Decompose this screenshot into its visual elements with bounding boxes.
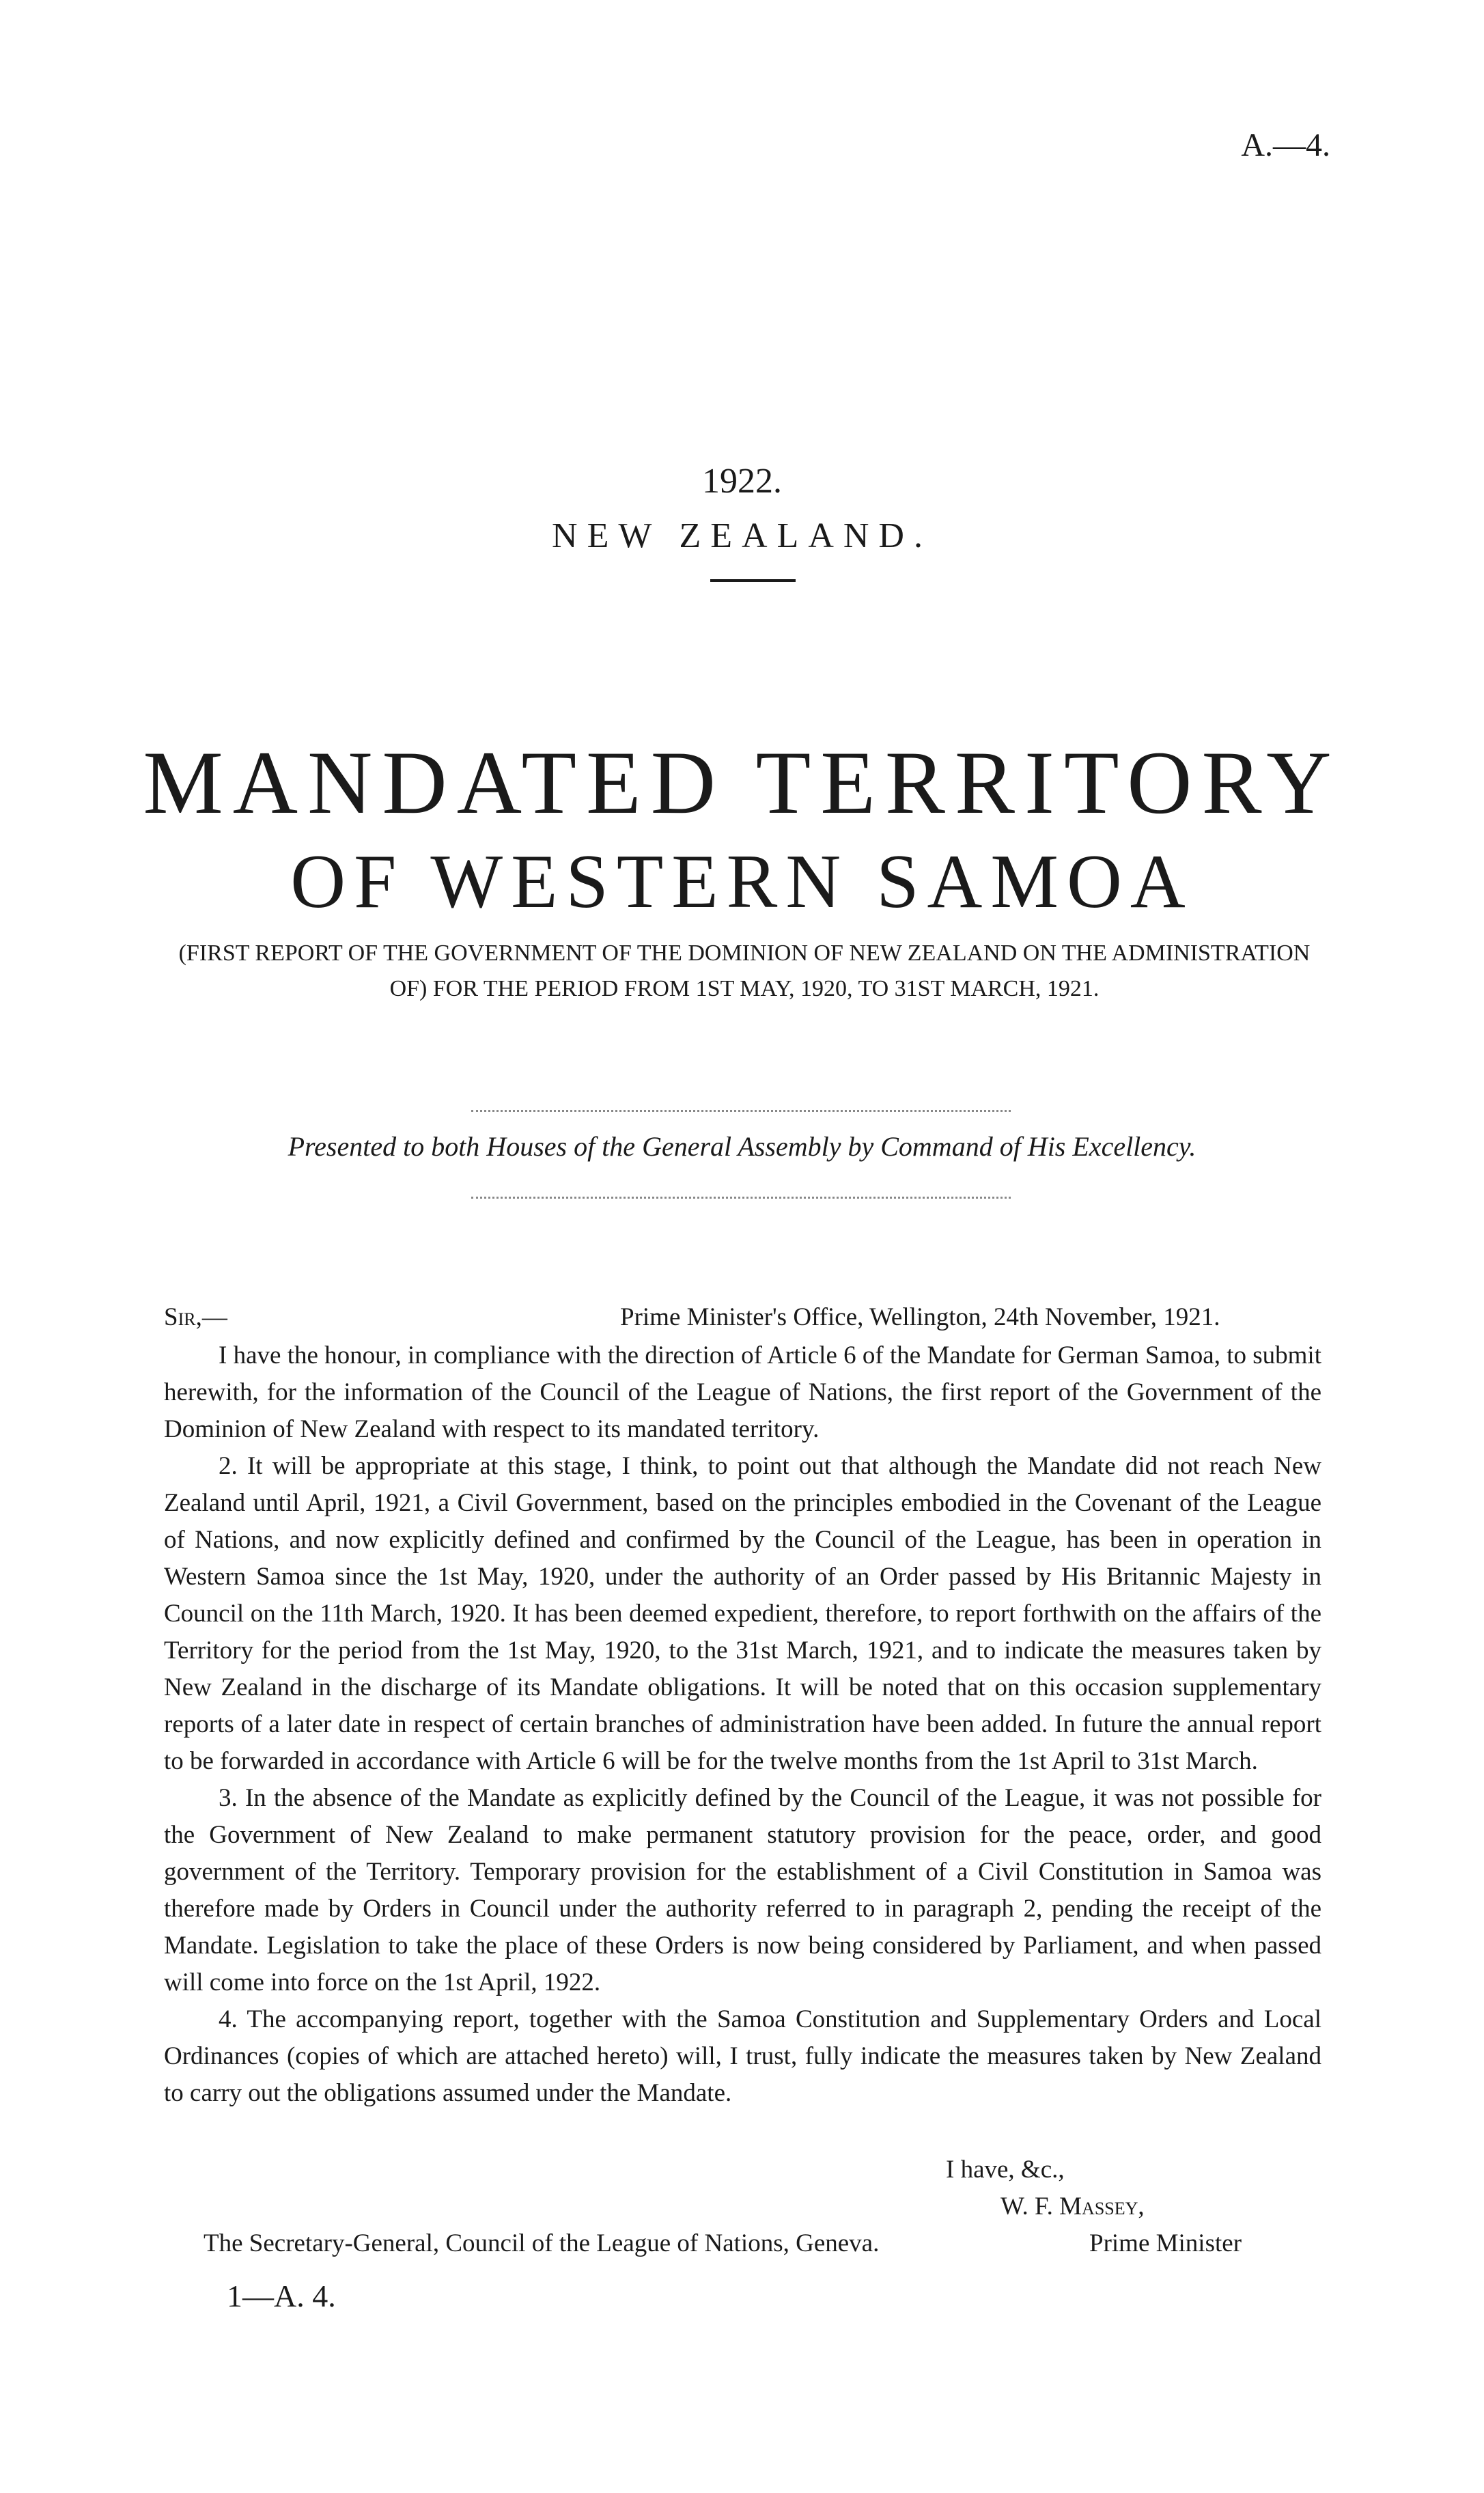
page-number: 1—A. 4.: [227, 2279, 336, 2313]
letter-closing: I have, &c.,: [946, 2156, 1065, 2184]
dotted-rule-bottom: [471, 1197, 1011, 1199]
dotted-rule-top: [471, 1110, 1011, 1112]
heading-rule: [710, 579, 796, 582]
year-heading: 1922.: [702, 462, 782, 501]
country-heading: NEW ZEALAND.: [552, 516, 932, 555]
letter-paragraph-1: I have the honour, in compliance with the direction of Article 6 of the Mandate for German Samoa, to submit herewith, for the information of the Council of the League of Nations, the first report of the Government of the Dominion of New Zealand with respect to its mandated territory.: [164, 1341, 1321, 1443]
signatory-position: Prime Minister: [1089, 2229, 1242, 2257]
letter-place-date: Prime Minister's Office, Wellington, 24th November, 1921.: [620, 1303, 1220, 1331]
letter-signatory: W. F. Massey,: [1000, 2192, 1145, 2220]
main-title-line-1: MANDATED TERRITORY: [143, 732, 1341, 833]
letter-salutation: Sir,—: [164, 1303, 227, 1331]
report-subtitle: (FIRST REPORT OF THE GOVERNMENT OF THE DOMINION OF NEW ZEALAND ON THE ADMINISTRATION OF) FOR THE PERIOD FROM 1ST MAY, 1920, TO 31ST MARCH, 1921.: [178, 941, 1311, 1001]
letter-body: [164, 1337, 1321, 2112]
presentation-note: Presented to both Houses of the General Assembly by Command of His Excellency.: [288, 1131, 1196, 1162]
letter-paragraph-3: 3. In the absence of the Mandate as explicitly defined by the Council of the League, it was not possible for the Government of New Zealand to make permanent statutory provision for the peace, order, and good government of the Territory. Temporary provision for the establishment of a Civil Constitution in Samoa was therefore made by Orders in Council under the authority referred to in paragraph 2, pending the receipt of the Mandate. Legislation to take the place of these Orders is now being considered by Parliament, and when passed will come into force on the 1st April, 1922.: [164, 1784, 1321, 1996]
letter-addressee: The Secretary-General, Council of the League of Nations, Geneva.: [204, 2229, 880, 2257]
page-reference: A.—4.: [1241, 127, 1330, 163]
letter-paragraph-2: 2. It will be appropriate at this stage, I think, to point out that although the Mandate did not reach New Zealand until April, 1921, a Civil Government, based on the principles embodied in the Covenant of the League of Nations, and now explicitly defined and confirmed by the Council of the League, has been in operation in Western Samoa since the 1st May, 1920, under the authority of an Order passed by His Britannic Majesty in Council on the 11th March, 1920. It has been deemed expedient, therefore, to report forthwith on the affairs of the Territory for the period from the 1st May, 1920, to the 31st March, 1921, and to indicate the measures taken by New Zealand in the discharge of its Mandate obligations. It will be noted that on this occasion supplementary reports of a later date in respect of certain branches of administration have been added. In future the annual report to be forwarded in accordance with Article 6 will be for the twelve months from the 1st April to 31st March.: [164, 1452, 1321, 1775]
main-title-line-2: OF WESTERN SAMOA: [290, 839, 1194, 924]
letter-paragraph-4: 4. The accompanying report, together with the Samoa Constitution and Supplementary Orders and Local Ordinances (copies of which are attached hereto) will, I trust, fully indicate the measures taken by New Zealand to carry out the obligations assumed under the Mandate.: [164, 2005, 1321, 2107]
